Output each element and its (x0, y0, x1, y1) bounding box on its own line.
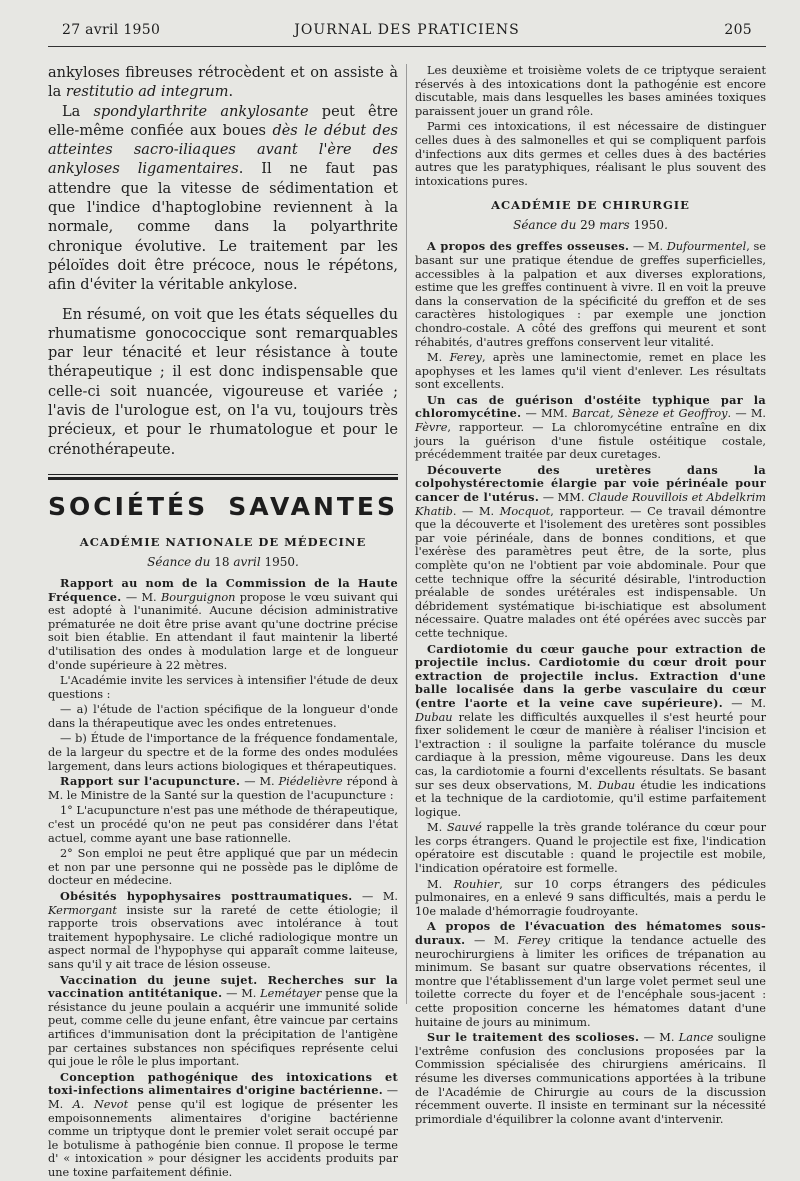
report-para: Vaccination du jeune sujet. Recherches sur la vaccination antitétanique. — M. Lemétayer pense que la résistance du jeune poulain a acquérir une immunité solide peut, comme celle du jeune enfant, être vaincue par certains artifices d'immunisation dont la précipitation de l'antigène par certaines substances non spécifiques représente celui qui joue le rôle le plus important. (48, 972, 398, 1069)
societes-savantes-title: SOCIÉTÉS SAVANTES (48, 491, 398, 521)
page-header (48, 22, 766, 44)
report-para: — a) l'étude de l'action spécifique de la longueur d'onde dans la thérapeutique avec les ondes entretenues. (48, 703, 398, 730)
header-rule (48, 46, 766, 47)
report-para: 1° L'acupuncture n'est pas une méthode de thérapeutique, c'est un procédé qu'on ne peut pas considérer dans l'état actuel, comme ayant une base rationnelle. (48, 804, 398, 845)
report-para: Rapport au nom de la Commission de la Haute Fréquence. — M. Bourguignon propose le vœu suivant qui est adopté à l'unanimité. Aucune décision administrative prématurée ne doit être prise avant qu'une doctrine précise soit bien établie. En attendant il faut maintenir la liberté d'utilisation des ondes à modulation large et de longueur d'onde supérieure à 22 mètres. (48, 575, 398, 672)
right-column (415, 64, 766, 1128)
report-para: — b) Étude de l'importance de la fréquence fondamentale, de la largeur du spectre et de la forme des ondes modulées largement, dans leurs actions biologiques et thérapeutiques. (48, 732, 398, 773)
medecine-reports (48, 577, 398, 1180)
section-divider (48, 474, 398, 480)
report-para: L'Académie invite les services à intensifier l'étude de deux questions : (48, 674, 398, 701)
report-para: M. Sauvé rappelle la très grande tolérance du cœur pour les corps étrangers. Quand le projectile est fixe, l'indication opératoire est discutable : quand le projectile est mobile, l'indication opératoire est formelle. (415, 821, 767, 876)
report-para: Les deuxième et troisième volets de ce triptyque seraient réservés à des intoxications dont la pathogénie est encore discutable, mais dans lesquelles les bases aminées toxiques paraissent jouer un grand rôle. (415, 64, 766, 118)
report-para: A propos de l'évacuation des hématomes sous-duraux. — M. Ferey critique la tendance actuelle des neurochirurgiens à limiter les orifices de trépanation au minimum. Se basant sur quatre observations récentes, il montre que l'établissement d'un large volet permet seul une toilette correcte du foyer et de l'encéphale sous-jacent : cette proposition concerne les hématomes datant d'une huitaine de jours au minimum. (415, 919, 766, 1029)
intro-para-1: ankyloses fibreuses rétrocèdent et on assiste à la restitutio ad integrum. (48, 65, 398, 101)
page-number: 205 (724, 22, 752, 38)
report-para: Obésités hypophysaires posttraumatiques. — M. Kermorgant insiste sur la rareté de cette étiologie; il rapporte trois observations avec intolérance à tout traitement hypophysaire. Le cliché radiologique montre un aspect normal de l'hypophyse qui apparaît comme laiteuse, sans qu'il y ait trace de lésion osseuse. (48, 889, 398, 971)
report-para: Conception pathogénique des intoxications et toxi-infections alimentaires d'origine bactérienne. — M. A. Nevot pense qu'il est logique de présenter les empoisonnements alimentaires d'origine bactérienne comme un triptyque dont le premier volet serait occupé par le botulisme à pathogénie bien connue. Il propose le terme d' « intoxication » pour désigner les accidents produits par une toxine parfaitement définie. (48, 1069, 399, 1179)
left-column (48, 64, 398, 1181)
report-para: Cardiotomie du cœur gauche pour extraction de projectile inclus. Cardiotomie du cœur droit pour extraction de projectile inclus. Extraction d'une balle localisée dans la gerbe vasculaire du cœur (entre l'aorte et la veine cave supérieure). — M. Dubau relate les difficultés auxquelles il s'est heurté pour fixer solidement le cœur de manière à réaliser l'incision et l'extraction : il souligne la parfaite tolérance du muscle cardiaque à la pression, même vigoureuse. Dans les deux cas, la cardiotomie a fourni d'excellents résultats. Se basant sur ses deux observations, M. Dubau étudie les indications et la technique de la cardiotomie, qu'il estime parfaitement logique. (415, 641, 766, 819)
report-para: Parmi ces intoxications, il est nécessaire de distinguer celles dues à des salmonelles et qui se compliquent parfois d'infections aux dits germes et celles dues à des bactéries autres que les paratyphiques, réalisant le plus souvent des intoxications pures. (415, 120, 766, 188)
report-para: A propos des greffes osseuses. — M. Dufourmentel, se basant sur une pratique étendue de greffes superficielles, accessibles à la palpation et aux diverses explorations, estime que les greffes continuent à vivre. Il en voit la preuve dans la conservation de la spécificité du greffon et de ses caractères histologiques : par exemple une jonction chondro-costale. A côté des greffons qui meurent et sont réhabités, d'autres greffons conservent leur vitalité. (415, 239, 766, 349)
report-para: 2° Son emploi ne peut être appliqué que par un médecin et non par une personne qui ne possède pas le diplôme de docteur en médecine. (48, 847, 398, 888)
report-para: Rapport sur l'acupuncture. — M. Piédelièvre répond à M. le Ministre de la Santé sur la question de l'acupuncture : (48, 774, 399, 802)
academie-chirurgie-heading: ACADÉMIE DE CHIRURGIE (491, 198, 690, 213)
column-divider (406, 64, 407, 1004)
intro-para-3: En résumé, on voit que les états séquelles du rhumatisme gonococcique sont remarquables par leur ténacité et leur résistance à toute thérapeutique ; il est donc indispensable que celle-ci soit nuancée, vigoureuse et variée ; l'avis de l'urologue est, on l'a vu, toujours très précieux, et pour le rhumatologue et pour le crénothérapeute. (48, 306, 398, 458)
report-para: M. Rouhier, sur 10 corps étrangers des pédicules pulmonaires, en a enlevé 9 sans difficultés, mais a perdu le 10e malade d'hémorragie foudroyante. (415, 877, 767, 918)
seance-date: Séance du 29 mars 1950. (513, 218, 668, 233)
seance-date: Séance du 18 avril 1950. (147, 554, 299, 569)
intro-para-2: La spondylarthrite ankylosante peut être elle-même confiée aux boues dès le début des atteintes sacro-iliaques avant l'ère des ankyloses ligamentaires. Il ne faut pas attendre que la vitesse de sédimentation et que l'indice d'haptoglobine reviennent à la normale, comme dans la polyarthrite chronique évolutive. Le traitement par les péloïdes doit être précoce, nous le répétons, afin d'éviter la véritable ankylose. (48, 103, 398, 294)
report-para: Découverte des uretères dans la colpohystérectomie élargie par voie périnéale pour cancer de l'utérus. — MM. Claude Rouvillois et Abdelkrim Khatib. — M. Mocquot, rapporteur. — Ce travail démontre que la découverte et l'isolement des uretères sont possibles par voie périnéale, dans de bonnes conditions, et que l'exérèse des paramètres peut être, de la sorte, plus complète qu'on ne l'obtient par voie abdominale. Pour que cette technique offre la sécurité désirable, l'introduction préalable de sondes urétérales est indispensable. Un débridement systématique bi-ischiatique est absolument nécessaire. Quatre malades ont été opérées avec succès par cette technique. (415, 462, 766, 640)
chirurgie-reports (415, 240, 766, 1126)
report-para: Sur le traitement des scolioses. — M. Lance souligne l'extrême confusion des conclusions proposées par la Commission spécialisée des chirurgiens américains. Il résume les diverses communications apportées à la tribune de l'Académie de Chirurgie au cours de la discussion récemment ouverte. Il insiste en terminant sur la nécessité primordiale d'équilibrer la colonne avant d'intervenir. (415, 1030, 766, 1126)
report-para: M. Ferey, après une laminectomie, remet en place les apophyses et les lames qu'il vient d'enlever. Les résultats sont excellents. (415, 351, 767, 392)
header-date: 27 avril 1950 (62, 22, 161, 38)
journal-title: JOURNAL DES PRATICIENS (294, 22, 520, 38)
report-para: Un cas de guérison d'ostéite typhique par la chloromycétine. — MM. Barcat, Sèneze et Geoffroy. — M. Fèvre, rapporteur. — La chloromycétine entraîne en dix jours la guérison d'une fistule ostéitique costale, précédemment traitée par deux curetages. (415, 392, 766, 462)
academie-medecine-heading: ACADÉMIE NATIONALE DE MÉDECINE (79, 534, 367, 549)
